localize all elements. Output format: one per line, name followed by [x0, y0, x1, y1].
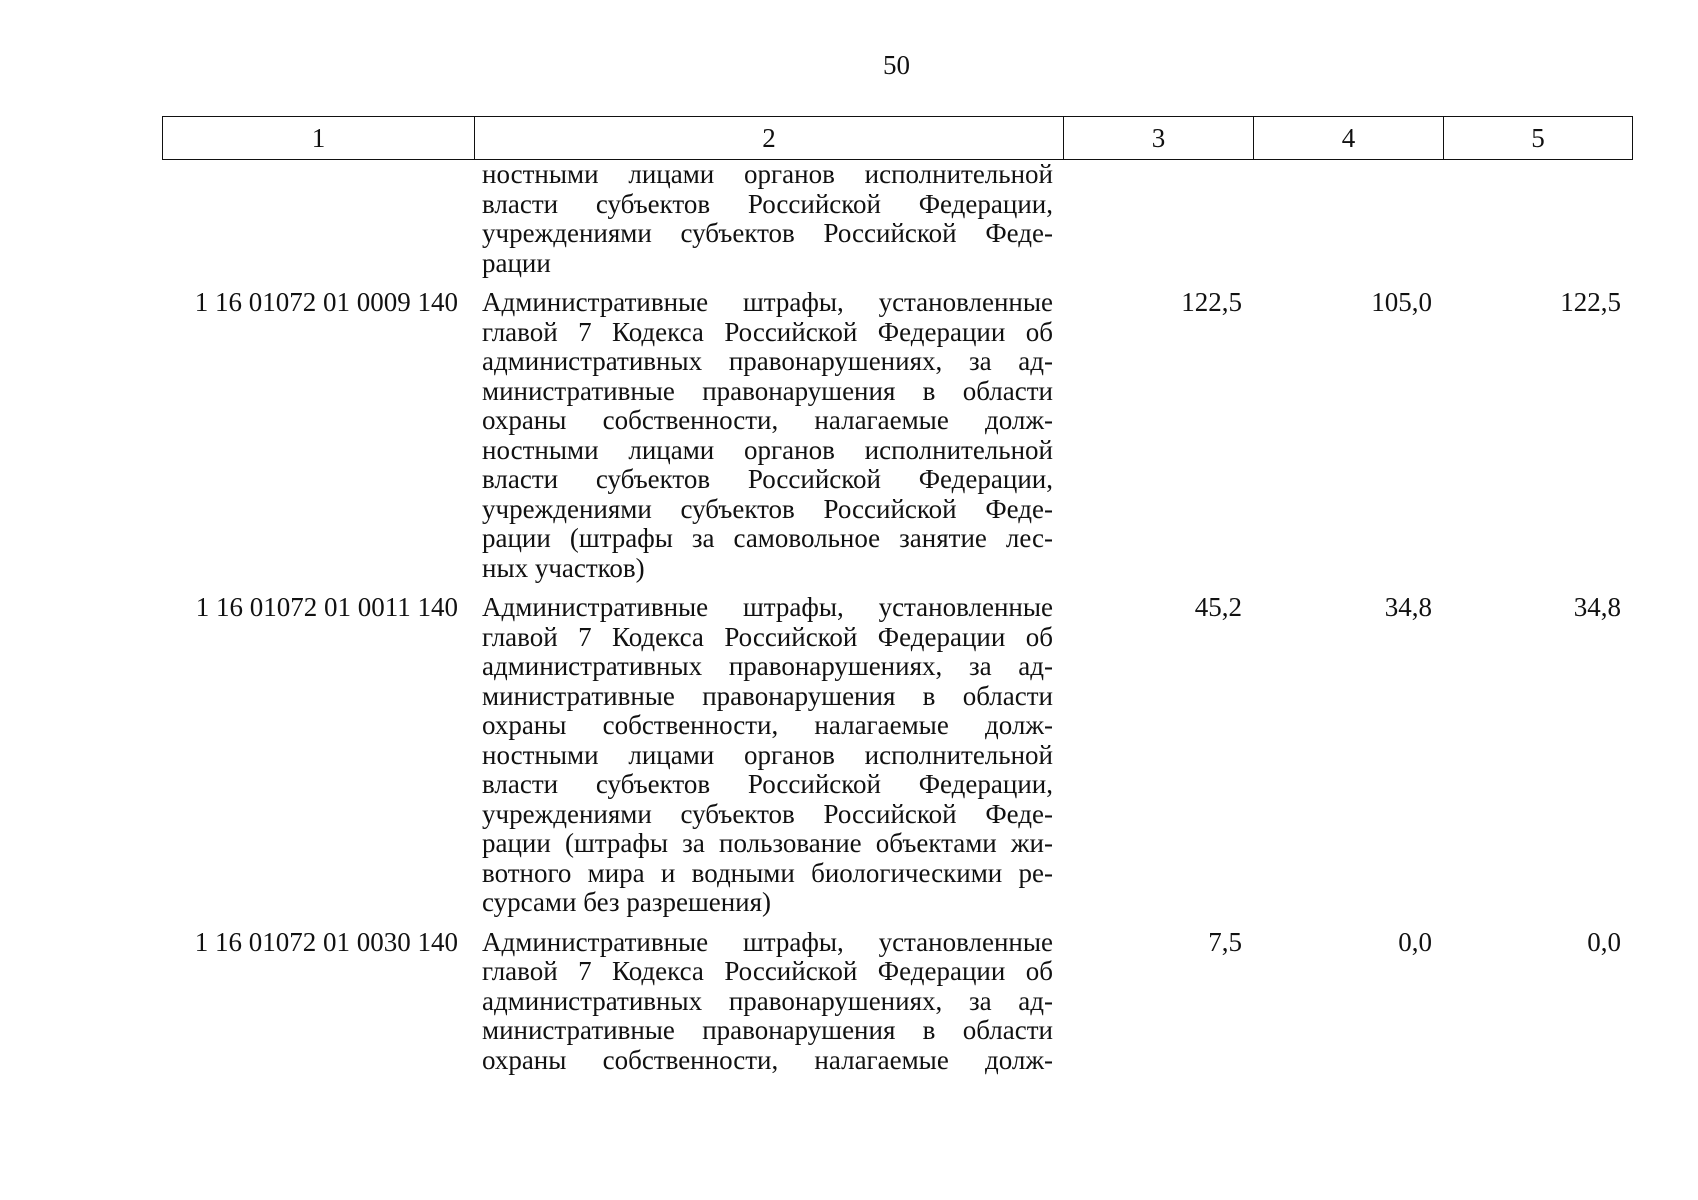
description-line: административных правонарушениях, за ад- [482, 652, 1053, 681]
table-row [162, 593, 1632, 918]
row-value-5: 34,8 [1573, 592, 1621, 622]
row-value-3: 7,5 [1208, 926, 1242, 957]
page-number: 50 [883, 50, 910, 80]
description-line: министративные правонарушения в области [482, 1016, 1053, 1045]
row-code: 1 16 01072 01 0009 140 [194, 287, 458, 317]
description-line: Административные штрафы, установленные [482, 288, 1053, 317]
description-line: министративные правонарушения в области [482, 681, 1053, 711]
description-line: рации (штрафы за самовольное занятие лес- [482, 524, 1053, 553]
description-line: ностными лицами органов исполнительной [482, 740, 1053, 770]
description-line: административных правонарушениях, за ад- [482, 986, 1053, 1016]
description-line: министративные правонарушения в области [482, 376, 1053, 406]
row-code: 1 16 01072 01 0030 140 [194, 926, 458, 957]
table-row [162, 288, 1632, 583]
column-header-5: 5 [1444, 117, 1633, 160]
row-description [474, 160, 1063, 278]
column-header-row [163, 117, 1633, 160]
column-header-2: 2 [475, 117, 1064, 160]
column-header-1: 1 [163, 117, 475, 160]
column-header-4: 4 [1254, 117, 1444, 160]
description-line: Административные штрафы, установленные [482, 593, 1053, 622]
description-line: учреждениями субъектов Российской Феде- [482, 219, 1053, 248]
row-value-3: 45,2 [1194, 592, 1242, 622]
description-line: Административные штрафы, установленные [482, 927, 1053, 957]
column-header-3: 3 [1064, 117, 1254, 160]
row-value-4: 34,8 [1384, 592, 1432, 622]
column-header-table [162, 116, 1633, 160]
row-value-4: 105,0 [1371, 287, 1432, 317]
continuation-row [162, 160, 1632, 278]
table-body [162, 160, 1632, 1075]
description-line: власти субъектов Российской Федерации, [482, 189, 1053, 219]
description-line: главой 7 Кодекса Российской Федерации об [482, 317, 1053, 347]
row-description [474, 288, 1063, 583]
description-line: сурсами без разрешения) [482, 888, 772, 917]
description-line: рации (штрафы за пользование объектами жи- [482, 829, 1053, 858]
description-line: главой 7 Кодекса Российской Федерации об [482, 957, 1053, 986]
description-line: охраны собственности, налагаемые долж- [482, 1045, 1053, 1075]
description-line: ностными лицами органов исполнительной [482, 160, 1053, 189]
description-line: ностными лицами органов исполнительной [482, 435, 1053, 465]
table-row [162, 928, 1632, 1076]
row-value-3: 122,5 [1181, 287, 1242, 317]
description-line: административных правонарушениях, за ад- [482, 347, 1053, 376]
row-value-5: 122,5 [1560, 287, 1621, 317]
description-line: ных участков) [482, 553, 645, 583]
description-line: охраны собственности, налагаемые долж- [482, 406, 1053, 435]
description-line: вотного мира и водными биологическими ре- [482, 858, 1053, 888]
row-code: 1 16 01072 01 0011 140 [195, 592, 458, 622]
row-value-5: 0,0 [1587, 926, 1621, 957]
row-value-4: 0,0 [1398, 926, 1432, 957]
description-line: учреждениями субъектов Российской Феде- [482, 799, 1053, 829]
description-line: учреждениями субъектов Российской Феде- [482, 494, 1053, 524]
description-line: рации [482, 248, 551, 278]
row-description [474, 593, 1063, 918]
description-line: власти субъектов Российской Федерации, [482, 465, 1053, 494]
row-description [474, 928, 1063, 1076]
description-line: власти субъектов Российской Федерации, [482, 770, 1053, 799]
description-line: охраны собственности, налагаемые долж- [482, 711, 1053, 740]
description-line: главой 7 Кодекса Российской Федерации об [482, 622, 1053, 652]
